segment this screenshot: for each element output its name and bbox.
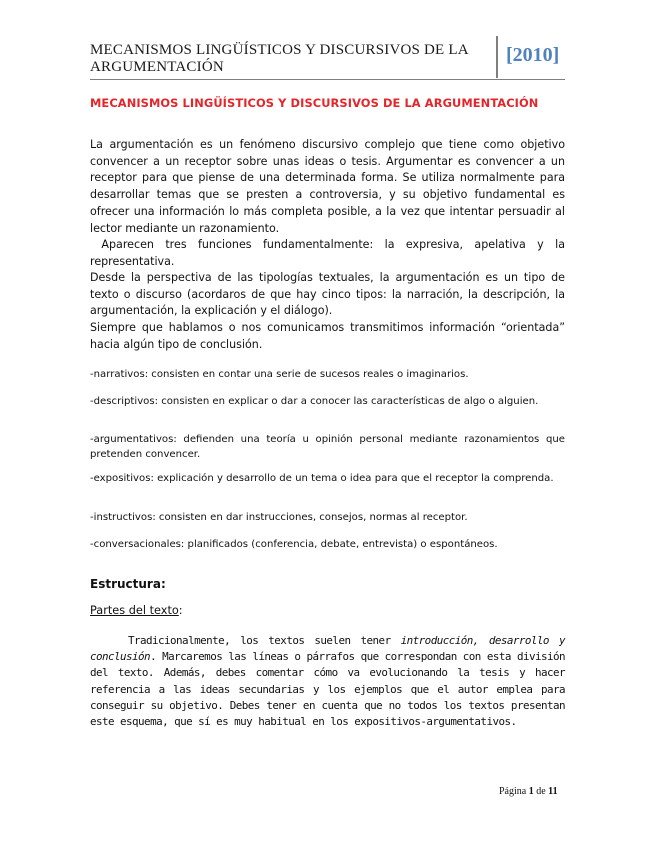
- footer-of-word: de: [536, 786, 546, 797]
- intro-paragraph-4: Siempre que hablamos o nos comunicamos transmitimos información “orientada” hacia algún tipo de conclusión.: [90, 321, 565, 351]
- footer-page-word: Página: [499, 786, 527, 797]
- section-title-estructura: Estructura:: [90, 577, 166, 591]
- header-horizontal-divider: [90, 79, 565, 80]
- intro-paragraph-1: La argumentación es un fenómeno discursivo complejo que tiene como objetivo convencer a un receptor sobre unas ideas o tesis. Argumentar es convencer a un receptor para que piense de una determinada forma. Se utiliza normalmente para desarrollar temas que se presten a controversia, y su objetivo fundamental es ofrecer una información lo más completa posible, a la vez que intentar persuadir al lector mediante un razonamiento.: [90, 138, 565, 235]
- header-year: [2010]: [506, 44, 560, 66]
- body-text-part-1: Tradicionalmente, los textos suelen tener: [128, 634, 401, 647]
- subsection-colon: :: [178, 604, 183, 617]
- subsection-partes-del-texto: [90, 604, 183, 617]
- text-type-descriptivos: -descriptivos: consisten en explicar o dar a conocer las características de algo o alguien.: [90, 396, 539, 407]
- text-type-conversacionales: -conversacionales: planificados (conferencia, debate, entrevista) o espontáneos.: [90, 539, 498, 550]
- subsection-label: Partes del texto: [90, 604, 179, 617]
- text-type-narrativos: -narrativos: consisten en contar una serie de sucesos reales o imaginarios.: [90, 369, 469, 380]
- page-footer: [499, 786, 558, 797]
- document-heading: MECANISMOS LINGÜÍSTICOS Y DISCURSIVOS DE LA ARGUMENTACIÓN: [90, 96, 539, 110]
- intro-paragraph-2: Aparecen tres funciones fundamentalmente: la expresiva, apelativa y la representativa.: [90, 238, 569, 268]
- running-header-title: MECANISMOS LINGÜÍSTICOS Y DISCURSIVOS DE LA ARGUMENTACIÓN: [90, 42, 468, 75]
- text-type-expositivos: -expositivos: explicación y desarrollo de un tema o idea para que el receptor la comprenda.: [90, 473, 554, 484]
- structure-body-paragraph: [90, 633, 565, 730]
- intro-paragraph-3: Desde la perspectiva de las tipologías textuales, la argumentación es un tipo de texto o discurso (acordaros de que hay cinco tipos: la narración, la descripción, la argumentación, la explicación y el diálogo).: [90, 271, 565, 318]
- header-vertical-divider: [496, 36, 498, 78]
- footer-total-pages: 11: [548, 786, 558, 797]
- body-text-italic: introducción, desarrollo y conclusión: [90, 634, 565, 664]
- footer-current-page: 1: [528, 786, 534, 797]
- text-type-instructivos: -instructivos: consisten en dar instrucciones, consejos, normas al receptor.: [90, 512, 468, 523]
- body-text-part-2: . Marcaremos las líneas o párrafos que correspondan con esta división del texto. Además, debes comentar cómo va evolucionando la tesis y hacer referencia a las ideas secundarias y los ejemplos que el autor emplea para conseguir su objetivo. Debes tener en cuenta que no todos los textos presentan este esquema, que sí es muy habitual en los expositivos-argumentativos.: [90, 650, 565, 729]
- text-type-argumentativos: -argumentativos: defienden una teoría u opinión personal mediante razonamientos que pretenden convencer.: [90, 434, 565, 460]
